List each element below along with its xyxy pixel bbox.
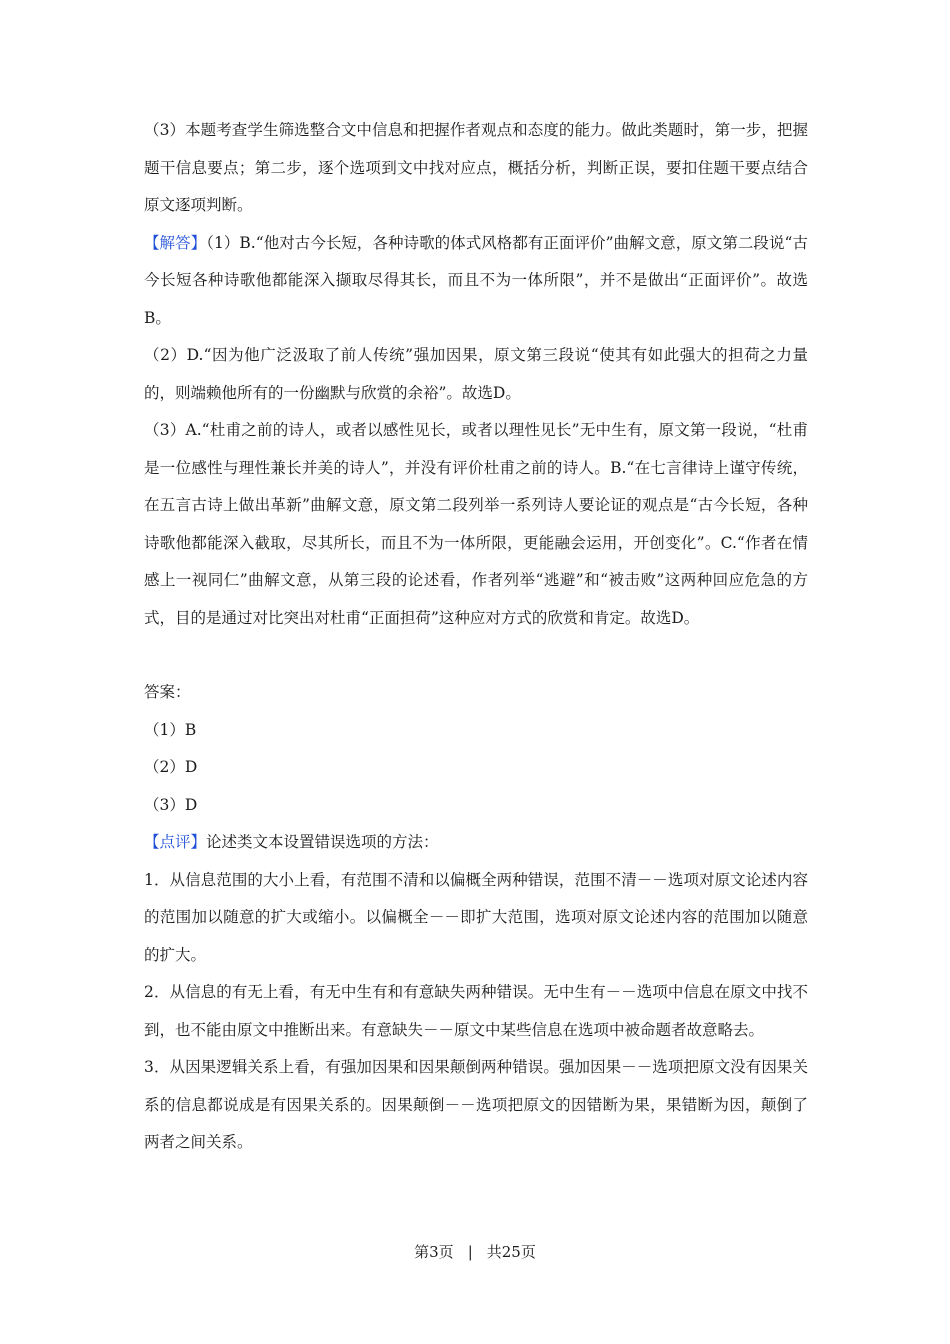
comment-intro [144, 824, 808, 862]
comment-tag: 【点评】 [144, 833, 207, 851]
comment-intro-text: 论述类文本设置错误选项的方法： [206, 833, 439, 851]
solution-q3: （3）A.“杜甫之前的诗人，或者以感性见长，或者以理性见长”无中生有，原文第一段说，“杜甫是一位感性与理性兼长并美的诗人”，并没有评价杜甫之前的诗人。B.“在七言律诗上谨守传统，在五言古诗上做出革新”曲解文意，原文第二段列举一系列诗人要论证的观点是“古今长短，各种诗歌他都能深入截取，尽其所长，而且不为一体所限，更能融会运用，开创变化”。C.“作者在情感上一视同仁”曲解文意，从第三段的论述看，作者列举“逃避”和“被击败”这两种回应危急的方式，目的是通过对比突出对杜甫“正面担荷”这种应对方式的欣赏和肯定。故选D。 [144, 421, 808, 627]
comment-method-3: 3．从因果逻辑关系上看，有强加因果和因果颠倒两种错误。强加因果－－选项把原文没有因果关系的信息都说成是有因果关系的。因果颠倒－－选项把原文的因错断为果，果错断为因，颠倒了两者之间关系。 [144, 1058, 808, 1151]
document-body [144, 112, 808, 1162]
solution-q2: （2）D.“因为他广泛汲取了前人传统”强加因果，原文第三段说“使其有如此强大的担荷之力量的，则端赖他所有的一份幽默与欣赏的余裕”。故选D。 [144, 346, 808, 402]
solution-tag: 【解答】 [144, 233, 207, 252]
page-footer [0, 1241, 950, 1262]
comment-method-2: 2．从信息的有无上看，有无中生有和有意缺失两种错误。无中生有－－选项中信息在原文中找不到，也不能由原文中推断出来。有意缺失－－原文中某些信息在选项中被命题者故意略去。 [144, 983, 808, 1039]
answer-2: （2）D [144, 758, 198, 776]
analysis-q3: （3）本题考查学生筛选整合文中信息和把握作者观点和态度的能力。做此类题时，第一步，把握题干信息要点；第二步，逐个选项到文中找对应点，概括分析，判断正误，要扣住题干要点结合原文逐项判断。 [144, 121, 808, 214]
solution-q1 [144, 225, 808, 338]
answer-3: （3）D [144, 795, 198, 814]
page-number: 第3页 [414, 1243, 454, 1261]
footer-separator: | [467, 1243, 473, 1261]
answers-label: 答案： [144, 683, 191, 701]
comment-method-1: 1．从信息范围的大小上看，有范围不清和以偏概全两种错误，范围不清－－选项对原文论述内容的范围加以随意的扩大或缩小。以偏概全－－即扩大范围，选项对原文论述内容的范围加以随意的扩大。 [144, 870, 808, 964]
page-total: 共25页 [486, 1243, 536, 1261]
spacer [144, 637, 808, 674]
answer-1: （1）B [144, 720, 197, 739]
solution-q1-text: （1）B.“他对古今长短，各种诗歌的体式风格都有正面评价”曲解文意，原文第二段说“古今长短各种诗歌他都能深入撷取尽得其长，而且不为一体所限”，并不是做出“正面评价”。故选B。 [144, 233, 808, 327]
